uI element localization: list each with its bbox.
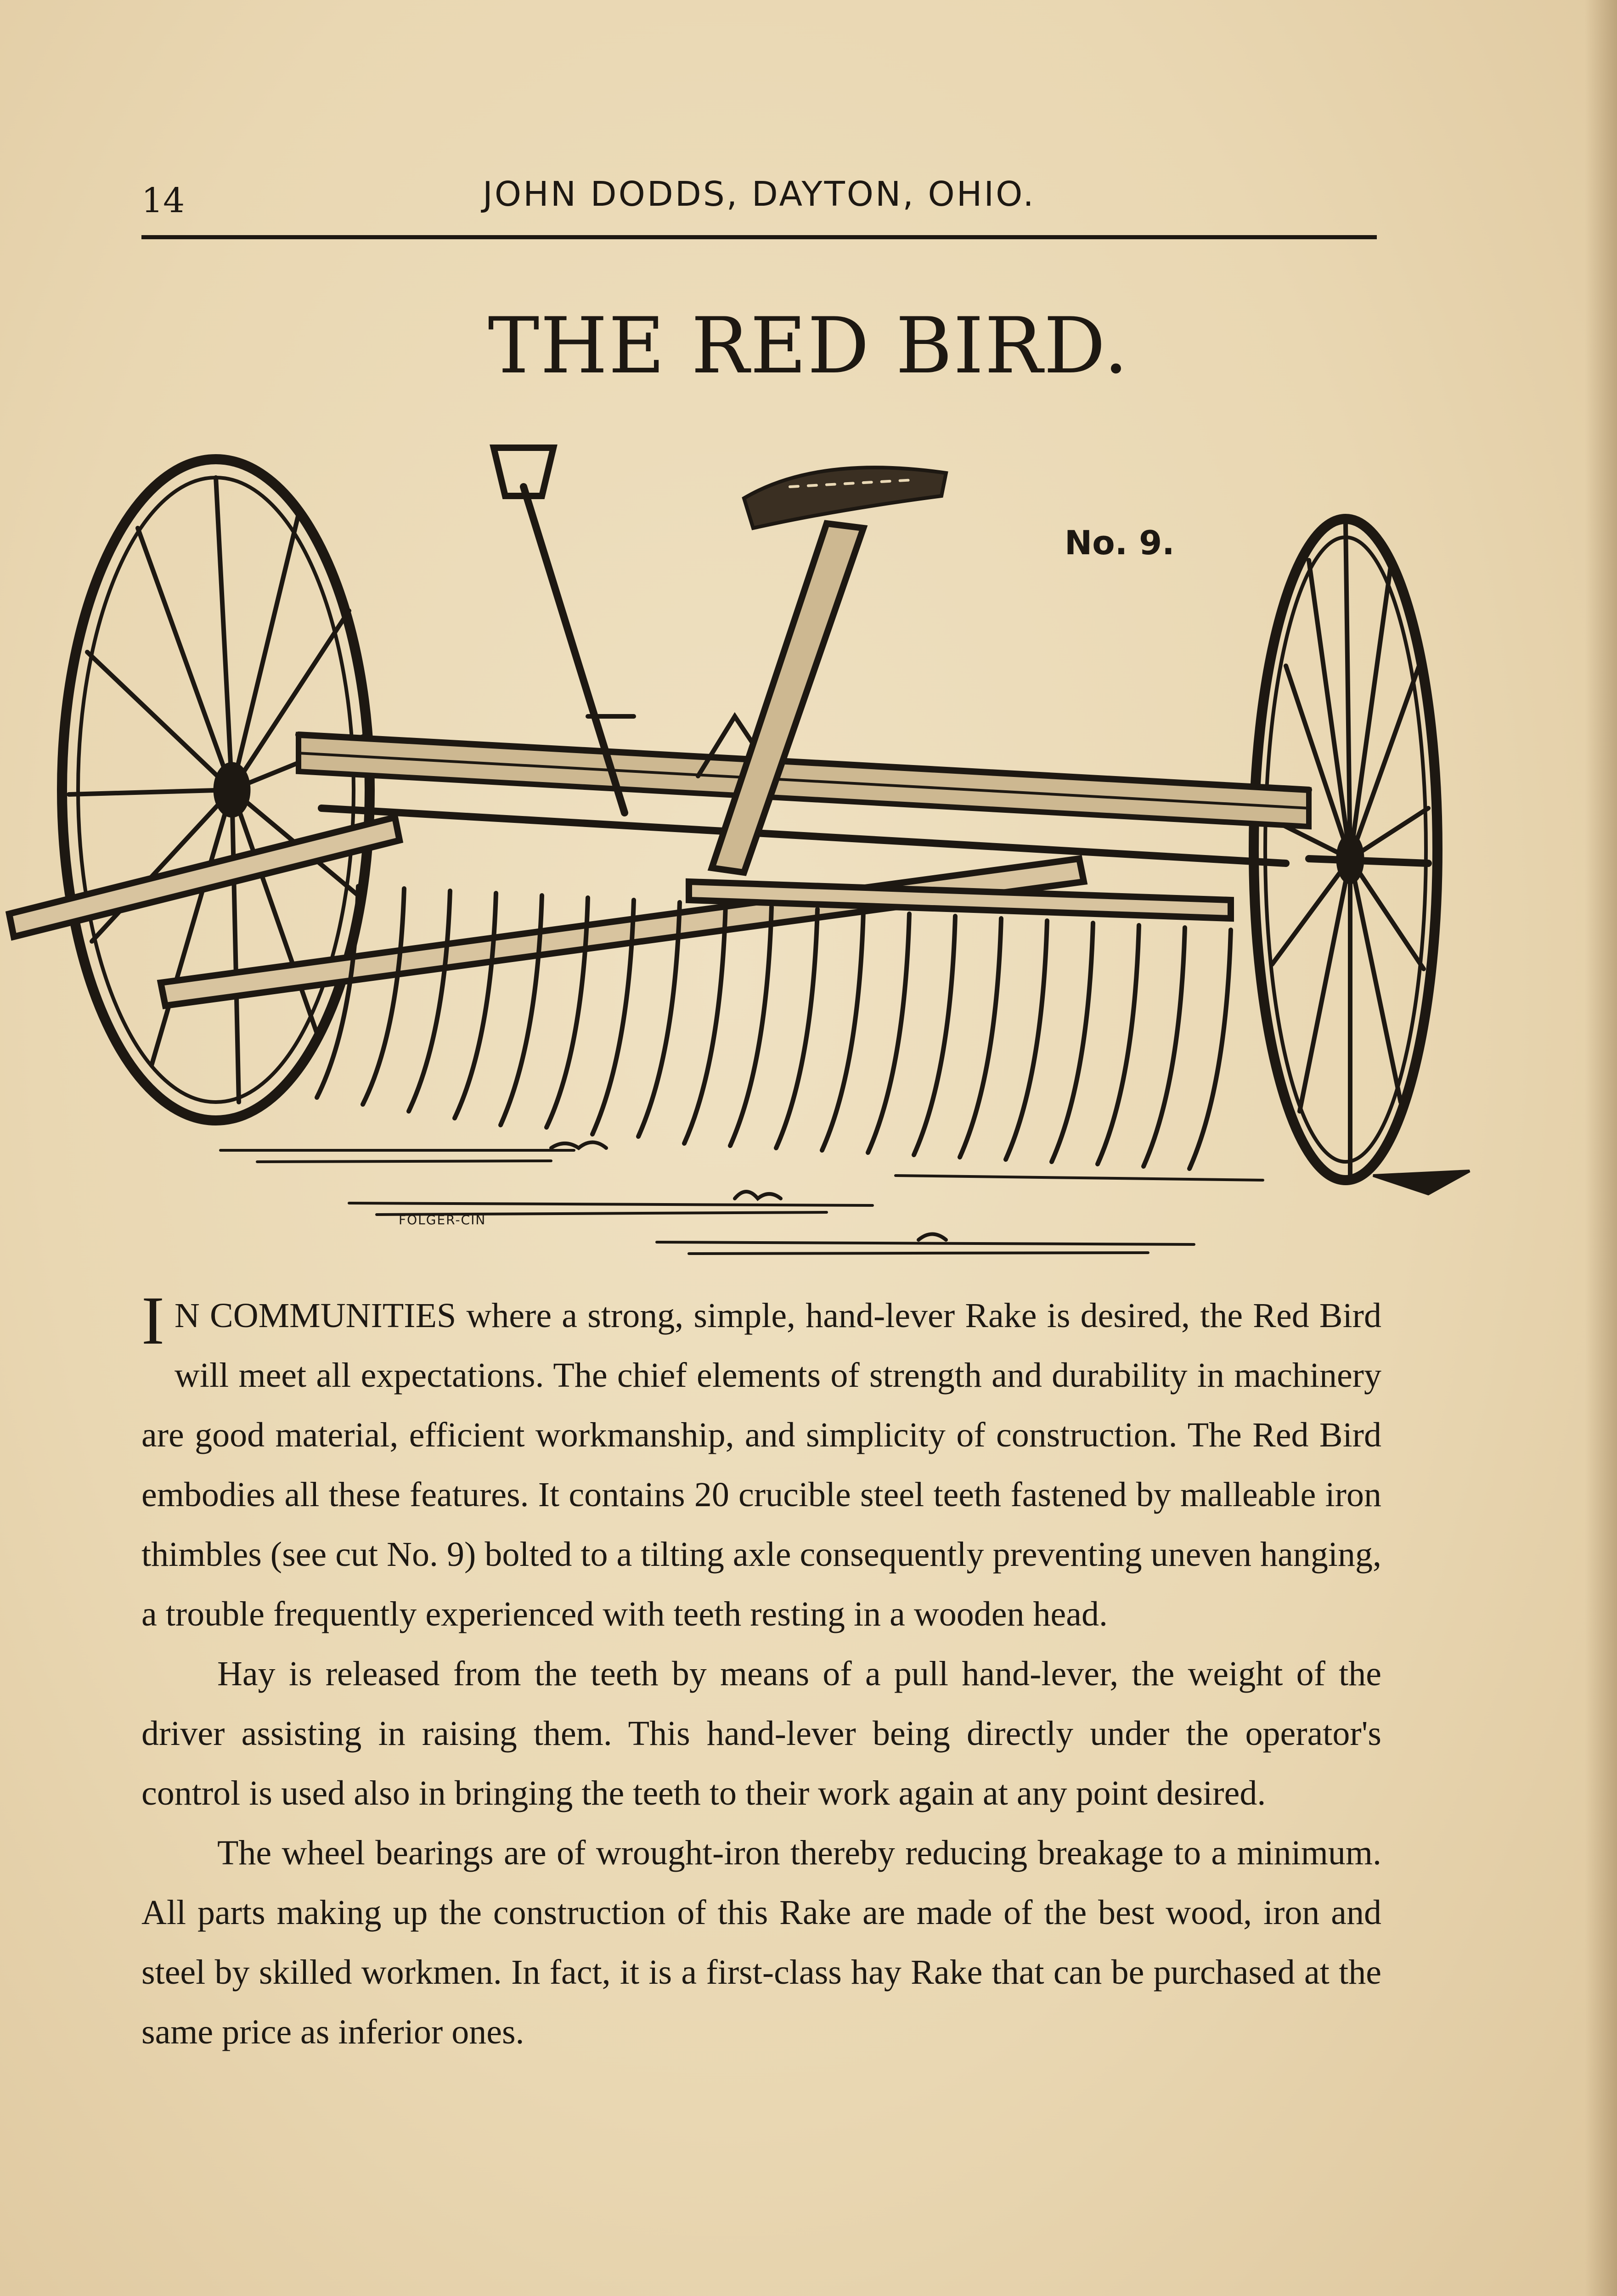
hay-rake-illustration <box>0 427 1617 1267</box>
rake-teeth <box>317 886 1231 1169</box>
seat <box>744 467 946 528</box>
drop-cap: I <box>141 1283 164 1359</box>
paragraph-1-text: N COMMUNITIES where a strong, simple, hand-lever Rake is desired, the Red Bird will meet all expectations. The chief elements of strength and durability in machinery are good material, efficient workmanship, and simplicity of construction. The Red Bird embodies all these features. It contains 20 crucible steel teeth fastened by malleable iron thimbles (see cut No. 9) bolted to a tilting axle consequently preventing uneven hanging, a trouble frequently experienced with teeth resting in a wooden head. <box>141 1296 1381 1633</box>
model-number-label: No. 9. <box>1065 523 1175 562</box>
page-header <box>141 174 1377 230</box>
paragraph-3: The wheel bearings are of wrought-iron thereby reducing breakage to a minimum. All parts making up the construction of this Rake are made of the best wood, iron and steel by skilled workmen. In fact, it is a first-class hay Rake that can be purchased at the same price as inferior ones. <box>141 1834 1381 2051</box>
engraver-credit: FOLGER-CIN <box>399 1212 486 1227</box>
paragraph-2: Hay is released from the teeth by means of a pull hand-lever, the weight of the driver assisting in raising them. This hand-lever being directly under the operator's control is used also in bringing the teeth to their work again at any point desired. <box>141 1654 1381 1812</box>
body-text <box>141 1283 1381 2062</box>
ground-hatching <box>220 1142 1263 1254</box>
header-rule <box>141 235 1377 239</box>
page-number: 14 <box>141 181 185 220</box>
page-title: THE RED BIRD. <box>488 301 1129 391</box>
seat-spring <box>698 523 863 872</box>
paragraph-1 <box>141 1283 1381 1644</box>
right-wheel <box>1254 519 1470 1194</box>
running-head: JOHN DODDS, DAYTON, OHIO. <box>483 174 1036 214</box>
left-wheel <box>62 459 370 1120</box>
rake-shafts <box>9 817 1231 1006</box>
